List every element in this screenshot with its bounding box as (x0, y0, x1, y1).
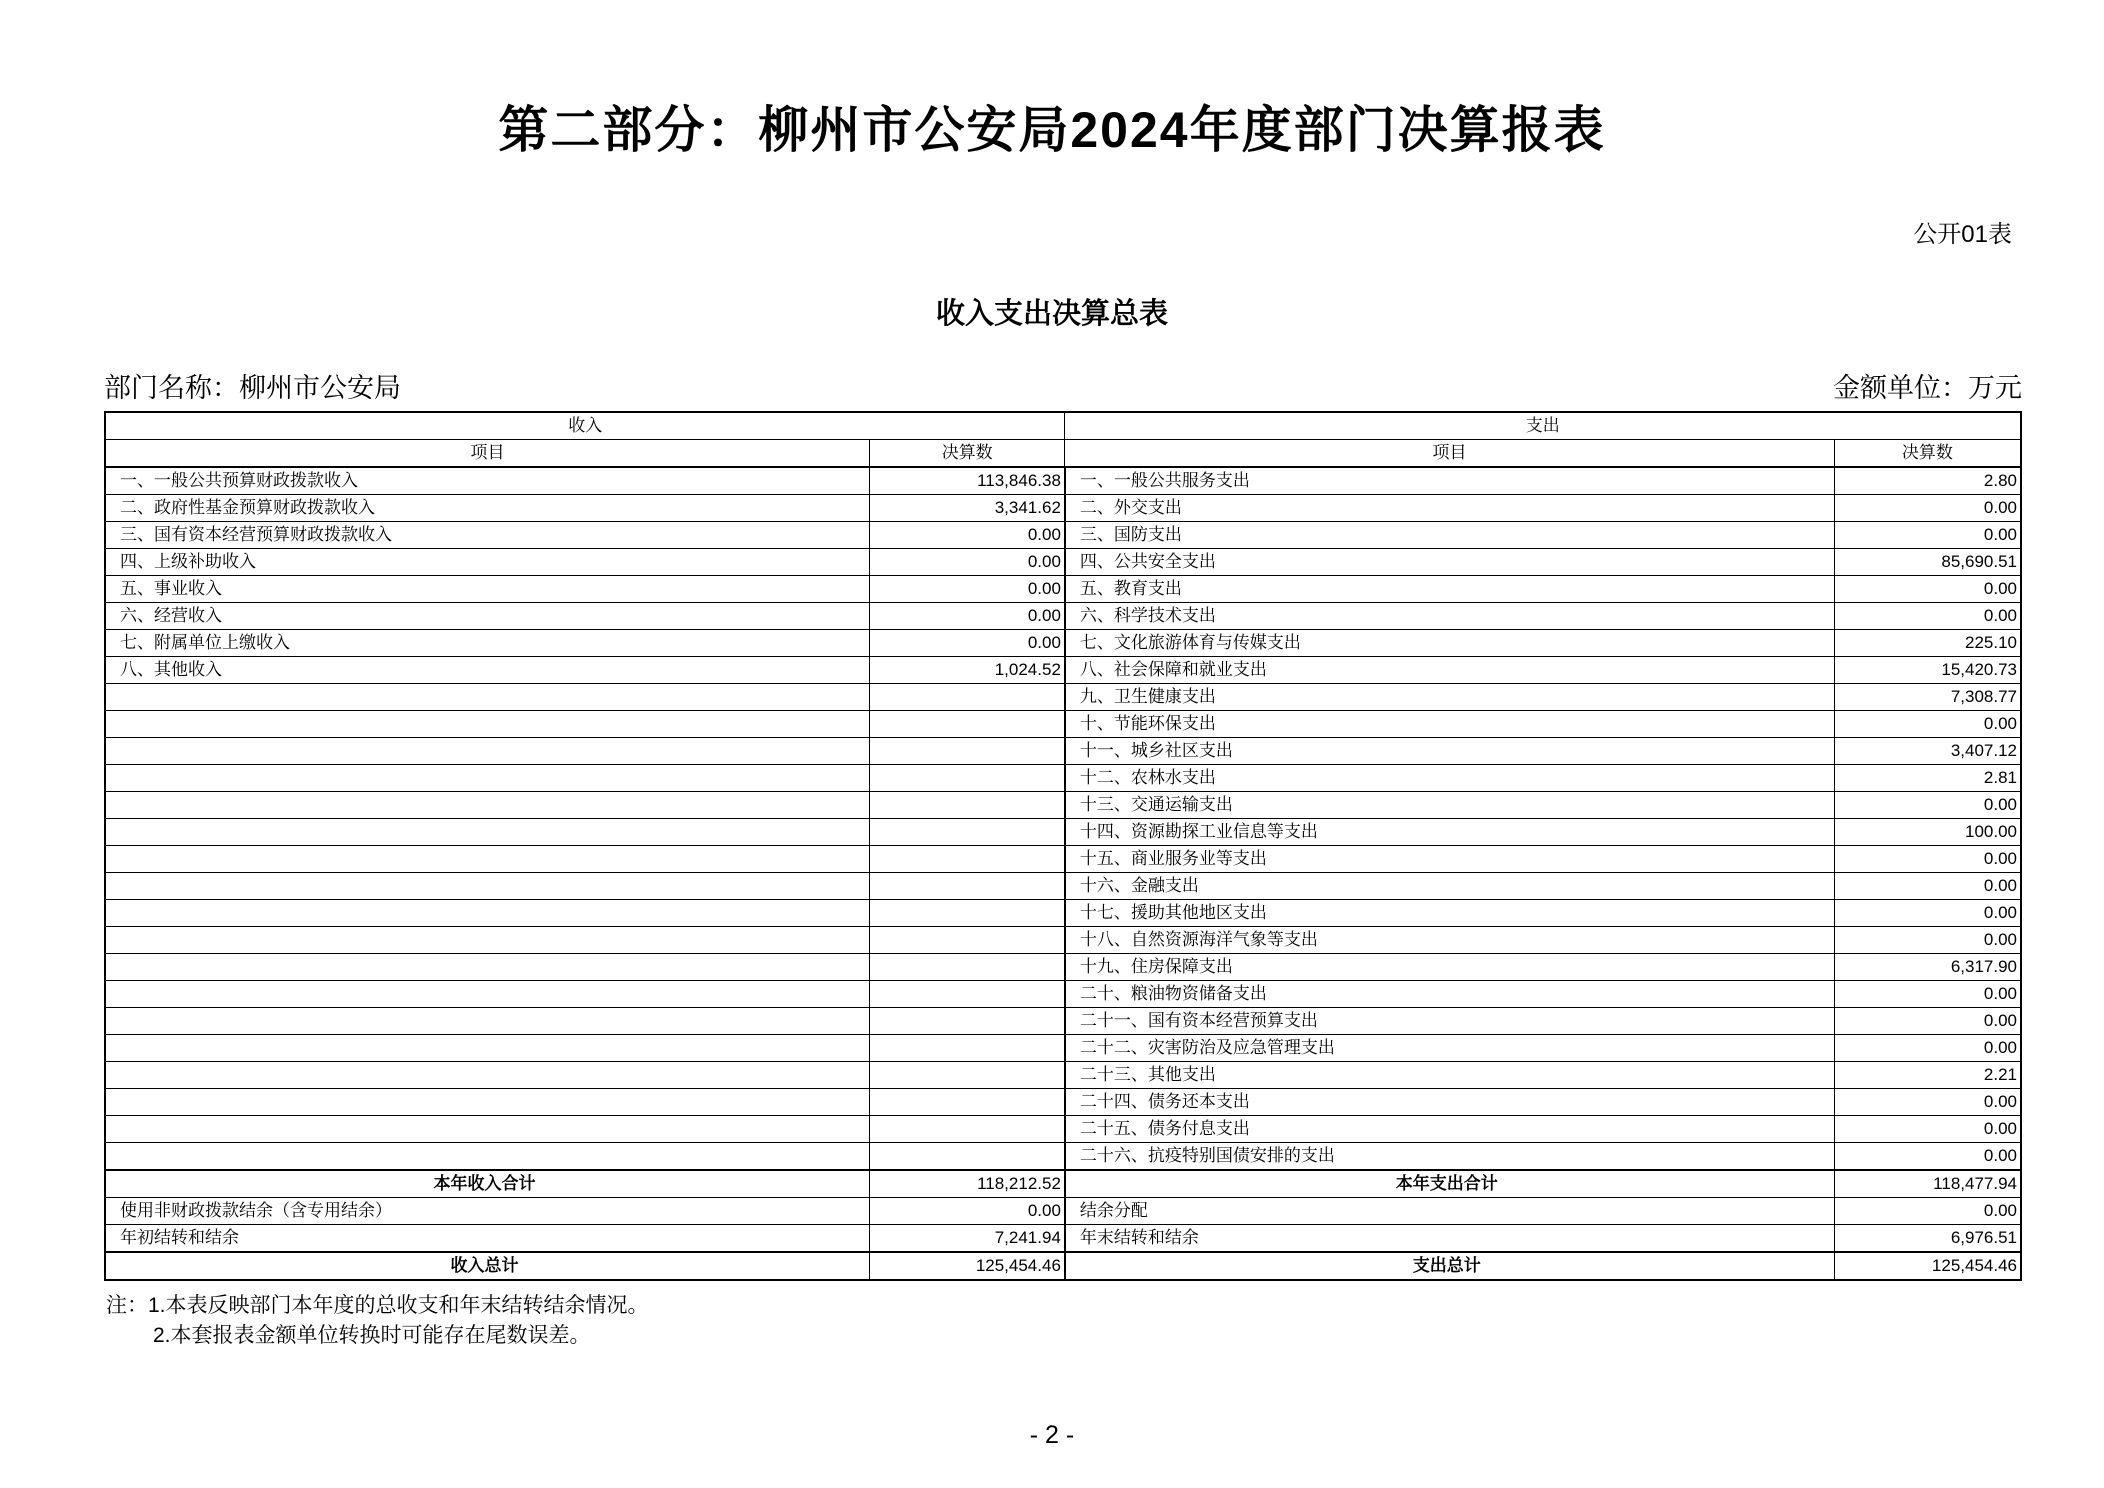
expense-item-cell: 十七、援助其他地区支出 (1065, 900, 1834, 927)
income-item-cell (105, 981, 869, 1008)
expense-amount-cell: 2.81 (1834, 765, 2021, 792)
expense-item-cell: 十九、住房保障支出 (1065, 954, 1834, 981)
income-item-cell (105, 846, 869, 873)
expense-amount-cell: 85,690.51 (1834, 549, 2021, 576)
table-row (105, 1143, 2021, 1171)
income-item-cell: 八、其他收入 (105, 657, 869, 684)
expense-item-cell: 七、文化旅游体育与传媒支出 (1065, 630, 1834, 657)
expense-amount-cell: 0.00 (1834, 900, 2021, 927)
expense-item-cell: 十六、金融支出 (1065, 873, 1834, 900)
expense-item-cell: 十一、城乡社区支出 (1065, 738, 1834, 765)
expense-amount-column-header: 决算数 (1834, 440, 2021, 468)
income-item-cell (105, 765, 869, 792)
income-item-cell: 收入总计 (105, 1252, 869, 1280)
document-part-title: 第二部分：柳州市公安局2024年度部门决算报表 (498, 102, 1606, 158)
expense-amount-cell: 0.00 (1834, 603, 2021, 630)
total-row (105, 1252, 2021, 1280)
income-item-column-header: 项目 (105, 440, 869, 468)
income-amount-cell: 1,024.52 (869, 657, 1064, 684)
table-row (105, 630, 2021, 657)
expense-item-cell: 十、节能环保支出 (1065, 711, 1834, 738)
table-row (105, 467, 2021, 495)
expense-item-cell: 二十三、其他支出 (1065, 1062, 1834, 1089)
expense-item-cell: 本年支出合计 (1065, 1170, 1834, 1198)
income-item-cell: 使用非财政拨款结余（含专用结余） (105, 1198, 869, 1225)
decision-table-body (105, 467, 2021, 1280)
table-row (105, 738, 2021, 765)
income-amount-cell (869, 792, 1064, 819)
expense-amount-cell: 15,420.73 (1834, 657, 2021, 684)
income-item-cell: 三、国有资本经营预算财政拨款收入 (105, 522, 869, 549)
expense-item-cell: 二十六、抗疫特别国债安排的支出 (1065, 1143, 1834, 1171)
expense-amount-cell: 2.21 (1834, 1062, 2021, 1089)
income-item-cell: 七、附属单位上缴收入 (105, 630, 869, 657)
table-code-label: 公开01表 (1913, 221, 2012, 248)
income-amount-cell: 113,846.38 (869, 467, 1064, 495)
expense-item-cell: 八、社会保障和就业支出 (1065, 657, 1834, 684)
expense-item-cell: 五、教育支出 (1065, 576, 1834, 603)
income-item-cell (105, 738, 869, 765)
table-row (105, 495, 2021, 522)
income-item-cell: 本年收入合计 (105, 1170, 869, 1198)
expense-item-cell: 二十四、债务还本支出 (1065, 1089, 1834, 1116)
expense-item-cell: 十八、自然资源海洋气象等支出 (1065, 927, 1834, 954)
income-amount-cell (869, 738, 1064, 765)
table-row (105, 1089, 2021, 1116)
expense-section-header: 支出 (1065, 412, 2021, 440)
expense-amount-cell: 0.00 (1834, 792, 2021, 819)
income-expense-summary-table (104, 411, 2022, 1281)
income-amount-cell (869, 1035, 1064, 1062)
expense-amount-cell: 0.00 (1834, 846, 2021, 873)
table-row (105, 765, 2021, 792)
expense-amount-cell: 3,407.12 (1834, 738, 2021, 765)
expense-item-cell: 九、卫生健康支出 (1065, 684, 1834, 711)
income-section-header: 收入 (105, 412, 1065, 440)
department-name-label: 部门名称：柳州市公安局 (104, 373, 401, 403)
expense-amount-cell: 0.00 (1834, 1198, 2021, 1225)
income-amount-cell (869, 900, 1064, 927)
table-row (105, 981, 2021, 1008)
income-amount-cell (869, 1089, 1064, 1116)
expense-amount-cell: 6,317.90 (1834, 954, 2021, 981)
income-item-cell (105, 711, 869, 738)
expense-item-cell: 十三、交通运输支出 (1065, 792, 1834, 819)
column-header-row (105, 440, 2021, 468)
table-row (105, 900, 2021, 927)
expense-amount-cell: 7,308.77 (1834, 684, 2021, 711)
expense-amount-cell: 0.00 (1834, 1035, 2021, 1062)
table-title: 收入支出决算总表 (935, 298, 1168, 330)
income-item-cell (105, 900, 869, 927)
income-amount-cell: 0.00 (869, 576, 1064, 603)
income-amount-cell (869, 954, 1064, 981)
income-amount-cell: 0.00 (869, 603, 1064, 630)
income-item-cell (105, 819, 869, 846)
note-line-2: 2.本套报表金额单位转换时可能存在尾数误差。 (153, 1324, 591, 1348)
expense-amount-cell: 0.00 (1834, 927, 2021, 954)
income-item-cell: 一、一般公共预算财政拨款收入 (105, 467, 869, 495)
expense-item-column-header: 项目 (1065, 440, 1834, 468)
income-amount-column-header: 决算数 (869, 440, 1064, 468)
income-amount-cell (869, 684, 1064, 711)
table-row (105, 603, 2021, 630)
note-line-1: 注：1.本表反映部门本年度的总收支和年末结转结余情况。 (106, 1294, 649, 1317)
income-amount-cell: 0.00 (869, 1198, 1064, 1225)
expense-amount-cell: 125,454.46 (1834, 1252, 2021, 1280)
income-item-cell: 六、经营收入 (105, 603, 869, 630)
income-amount-cell: 3,341.62 (869, 495, 1064, 522)
expense-amount-cell: 0.00 (1834, 711, 2021, 738)
expense-amount-cell: 118,477.94 (1834, 1170, 2021, 1198)
expense-item-cell: 支出总计 (1065, 1252, 1834, 1280)
table-row (105, 576, 2021, 603)
section-header-row (105, 412, 2021, 440)
table-row (105, 684, 2021, 711)
expense-item-cell: 二十五、债务付息支出 (1065, 1116, 1834, 1143)
income-item-cell: 年初结转和结余 (105, 1225, 869, 1253)
income-amount-cell (869, 873, 1064, 900)
table-row (105, 549, 2021, 576)
income-amount-cell: 0.00 (869, 549, 1064, 576)
income-amount-cell (869, 981, 1064, 1008)
income-item-cell (105, 1116, 869, 1143)
income-amount-cell (869, 1116, 1064, 1143)
income-amount-cell: 7,241.94 (869, 1225, 1064, 1253)
expense-amount-cell: 225.10 (1834, 630, 2021, 657)
income-item-cell (105, 927, 869, 954)
table-row (105, 1062, 2021, 1089)
table-row (105, 873, 2021, 900)
expense-amount-cell: 0.00 (1834, 1008, 2021, 1035)
income-item-cell: 四、上级补助收入 (105, 549, 869, 576)
expense-item-cell: 二十一、国有资本经营预算支出 (1065, 1008, 1834, 1035)
income-item-cell (105, 1143, 869, 1171)
income-item-cell (105, 1035, 869, 1062)
income-amount-cell: 125,454.46 (869, 1252, 1064, 1280)
table-meta-row (104, 366, 2022, 405)
expense-item-cell: 结余分配 (1065, 1198, 1834, 1225)
page-number: - 2 - (1029, 1421, 1075, 1449)
income-amount-cell (869, 1008, 1064, 1035)
income-item-cell (105, 954, 869, 981)
expense-amount-cell: 0.00 (1834, 1143, 2021, 1171)
expense-item-cell: 六、科学技术支出 (1065, 603, 1834, 630)
expense-amount-cell: 0.00 (1834, 1116, 2021, 1143)
expense-amount-cell: 100.00 (1834, 819, 2021, 846)
income-item-cell: 二、政府性基金预算财政拨款收入 (105, 495, 869, 522)
amount-unit-label: 金额单位：万元 (1833, 373, 2022, 403)
expense-item-cell: 三、国防支出 (1065, 522, 1834, 549)
income-item-cell (105, 1089, 869, 1116)
expense-amount-cell: 0.00 (1834, 1089, 2021, 1116)
expense-item-cell: 二十、粮油物资储备支出 (1065, 981, 1834, 1008)
table-row (105, 1008, 2021, 1035)
expense-item-cell: 一、一般公共服务支出 (1065, 467, 1834, 495)
table-row (105, 1116, 2021, 1143)
income-amount-cell (869, 846, 1064, 873)
income-amount-cell: 0.00 (869, 630, 1064, 657)
table-row (105, 819, 2021, 846)
income-amount-cell: 0.00 (869, 522, 1064, 549)
expense-amount-cell: 0.00 (1834, 873, 2021, 900)
expense-item-cell: 二十二、灾害防治及应急管理支出 (1065, 1035, 1834, 1062)
expense-item-cell: 十五、商业服务业等支出 (1065, 846, 1834, 873)
total-row (105, 1170, 2021, 1198)
expense-amount-cell: 0.00 (1834, 981, 2021, 1008)
income-amount-cell (869, 819, 1064, 846)
income-item-cell (105, 873, 869, 900)
expense-amount-cell: 2.80 (1834, 467, 2021, 495)
table-row (105, 1035, 2021, 1062)
income-amount-cell (869, 1062, 1064, 1089)
income-amount-cell: 118,212.52 (869, 1170, 1064, 1198)
expense-item-cell: 四、公共安全支出 (1065, 549, 1834, 576)
income-item-cell: 五、事业收入 (105, 576, 869, 603)
table-notes (106, 1291, 2022, 1352)
table-row (105, 657, 2021, 684)
table-row (105, 792, 2021, 819)
income-amount-cell (869, 927, 1064, 954)
expense-amount-cell: 0.00 (1834, 522, 2021, 549)
income-amount-cell (869, 765, 1064, 792)
expense-amount-cell: 6,976.51 (1834, 1225, 2021, 1253)
table-row (105, 846, 2021, 873)
income-amount-cell (869, 1143, 1064, 1171)
expense-amount-cell: 0.00 (1834, 576, 2021, 603)
table-row (105, 954, 2021, 981)
income-item-cell (105, 684, 869, 711)
income-item-cell (105, 792, 869, 819)
table-row (105, 522, 2021, 549)
income-amount-cell (869, 711, 1064, 738)
expense-item-cell: 十二、农林水支出 (1065, 765, 1834, 792)
income-item-cell (105, 1008, 869, 1035)
table-row (105, 927, 2021, 954)
income-item-cell (105, 1062, 869, 1089)
expense-item-cell: 二、外交支出 (1065, 495, 1834, 522)
table-row (105, 1225, 2021, 1253)
expense-item-cell: 十四、资源勘探工业信息等支出 (1065, 819, 1834, 846)
table-row (105, 711, 2021, 738)
table-row (105, 1198, 2021, 1225)
expense-item-cell: 年末结转和结余 (1065, 1225, 1834, 1253)
expense-amount-cell: 0.00 (1834, 495, 2021, 522)
